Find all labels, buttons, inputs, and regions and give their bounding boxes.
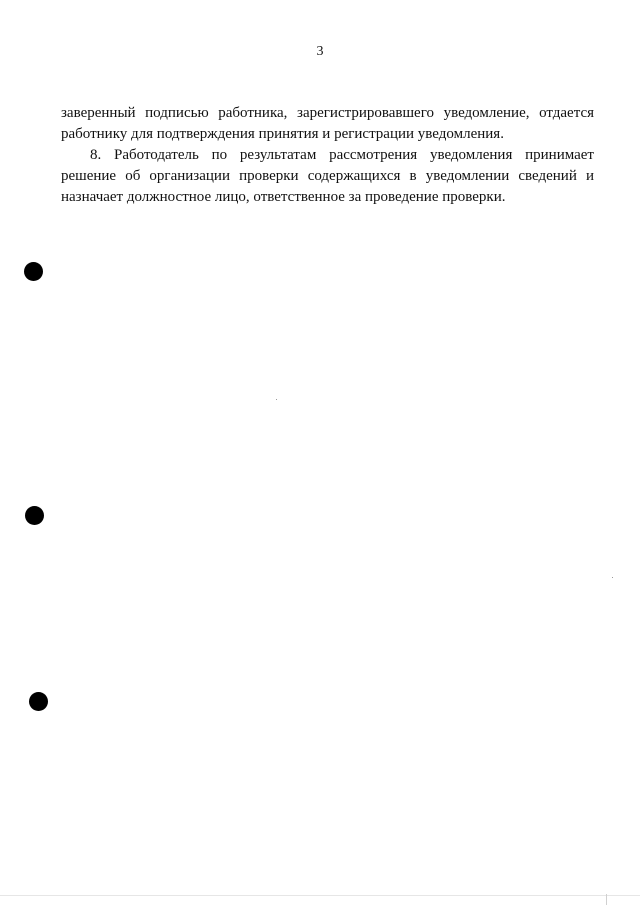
scan-speck [276, 399, 277, 400]
scan-speck [612, 577, 613, 578]
punch-hole-mark [25, 506, 44, 525]
page-number: 3 [316, 44, 324, 59]
scan-edge-line [0, 895, 640, 896]
body-text [61, 103, 594, 208]
paragraph-8-first-line: 8. Работодатель по результатам рассмотрения уведомления принимает [90, 147, 594, 163]
punch-hole-mark [29, 692, 48, 711]
text-line: назначает должностное лицо, ответственное за проведение проверки. [61, 189, 506, 205]
text-line: работнику для подтверждения принятия и регистрации уведомления. [61, 126, 504, 142]
text-line: решение об организации проверки содержащихся в уведомлении сведений и [61, 168, 594, 184]
punch-hole-mark [24, 262, 43, 281]
scan-edge-tick [606, 894, 607, 905]
text-line: заверенный подписью работника, зарегистрировавшего уведомление, отдается [61, 105, 594, 121]
